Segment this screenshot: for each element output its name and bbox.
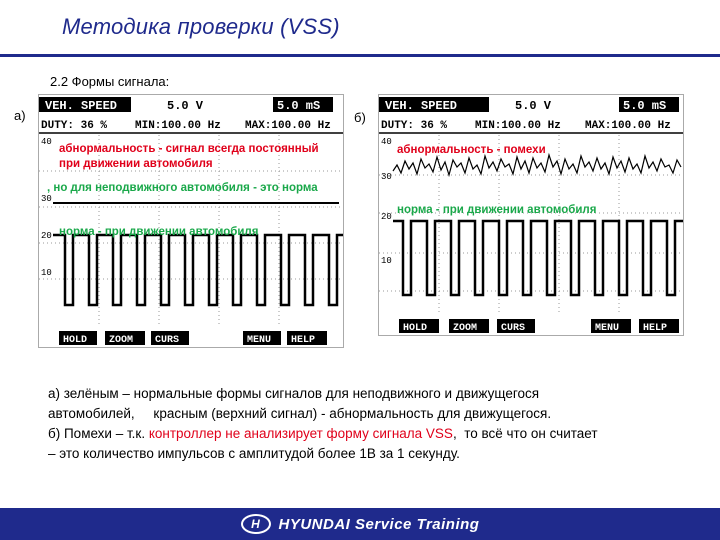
signal-name: VEH. SPEED <box>45 99 118 113</box>
scale-20: 20 <box>381 212 392 222</box>
scale-30: 30 <box>381 172 392 182</box>
duty-readout: DUTY: 36 % <box>41 120 108 132</box>
annotation-stationary: , но для неподвижного автомобиля - это норма <box>47 182 318 194</box>
max-readout: MAX:100.00 Hz <box>585 120 671 132</box>
panel-b-label: б) <box>354 110 366 125</box>
scope-screen-b <box>379 95 683 335</box>
footer-brand: HYUNDAI Service Training <box>278 515 480 533</box>
scale-40: 40 <box>381 137 392 147</box>
panel-a-label: а) <box>14 108 26 123</box>
caption <box>48 384 688 464</box>
max-readout: MAX:100.00 Hz <box>245 120 331 132</box>
caption-line-2: автомобилей, красным (верхний сигнал) - абнормальность для движущегося. <box>48 406 552 421</box>
title-divider <box>0 54 720 57</box>
time-readout: 5.0 mS <box>623 99 667 113</box>
menu-label: MENU <box>595 323 620 334</box>
scope-buttons-a <box>59 331 327 346</box>
page-title: Методика проверки (VSS) <box>62 14 340 39</box>
scope-panel-a <box>38 94 344 348</box>
zoom-label: ZOOM <box>453 323 478 334</box>
caption-line-3b: , то всё что он считает <box>452 426 598 441</box>
curs-label: CURS <box>501 323 526 334</box>
scope-buttons-b <box>399 319 679 334</box>
min-readout: MIN:100.00 Hz <box>135 120 221 132</box>
scale-10: 10 <box>41 268 52 278</box>
duty-readout: DUTY: 36 % <box>381 120 448 132</box>
scale-30: 30 <box>41 194 52 204</box>
scope-panel-b <box>378 94 684 336</box>
square-wave-signal <box>53 235 343 305</box>
time-readout: 5.0 mS <box>277 99 321 113</box>
help-label: HELP <box>643 323 668 334</box>
noisy-signal-line <box>393 155 681 175</box>
zoom-label: ZOOM <box>109 335 134 346</box>
caption-highlight: контроллер не анализирует форму сигнала VSS <box>148 426 453 441</box>
hyundai-logo-icon: H <box>241 514 271 534</box>
hold-label: HOLD <box>63 335 88 346</box>
caption-line-4: – это количество импульсов с амплитудой более 1В за 1 секунду. <box>48 446 460 461</box>
footer-bar <box>0 508 720 540</box>
min-readout: MIN:100.00 Hz <box>475 120 561 132</box>
scale-20: 20 <box>41 231 52 241</box>
signal-name: VEH. SPEED <box>385 99 458 113</box>
caption-line-3 <box>48 424 688 444</box>
volts-readout: 5.0 V <box>515 99 552 113</box>
annotation-normal: норма - при движении автомобиля <box>59 226 259 238</box>
annotation-abnormal-1: абнормальность - сигнал всегда постоянный <box>59 143 319 155</box>
caption-line-1: а) зелёным – нормальные формы сигналов для неподвижного и движущегося <box>48 386 540 401</box>
help-label: HELP <box>291 335 316 346</box>
annotation-abnormal: абнормальность - помехи <box>397 144 546 156</box>
scale-10: 10 <box>381 256 392 266</box>
scope-screen-a <box>39 95 343 347</box>
scale-40: 40 <box>41 137 52 147</box>
section-label: 2.2 Формы сигнала: <box>50 74 170 89</box>
curs-label: CURS <box>155 335 180 346</box>
annotation-abnormal-2: при движении автомобиля <box>59 158 213 170</box>
volts-readout: 5.0 V <box>167 99 204 113</box>
hold-label: HOLD <box>403 323 428 334</box>
menu-label: MENU <box>247 335 272 346</box>
caption-line-3a: б) Помехи – т.к. <box>48 426 149 441</box>
square-wave-signal <box>393 221 683 295</box>
annotation-normal: норма - при движении автомобиля <box>397 204 597 216</box>
